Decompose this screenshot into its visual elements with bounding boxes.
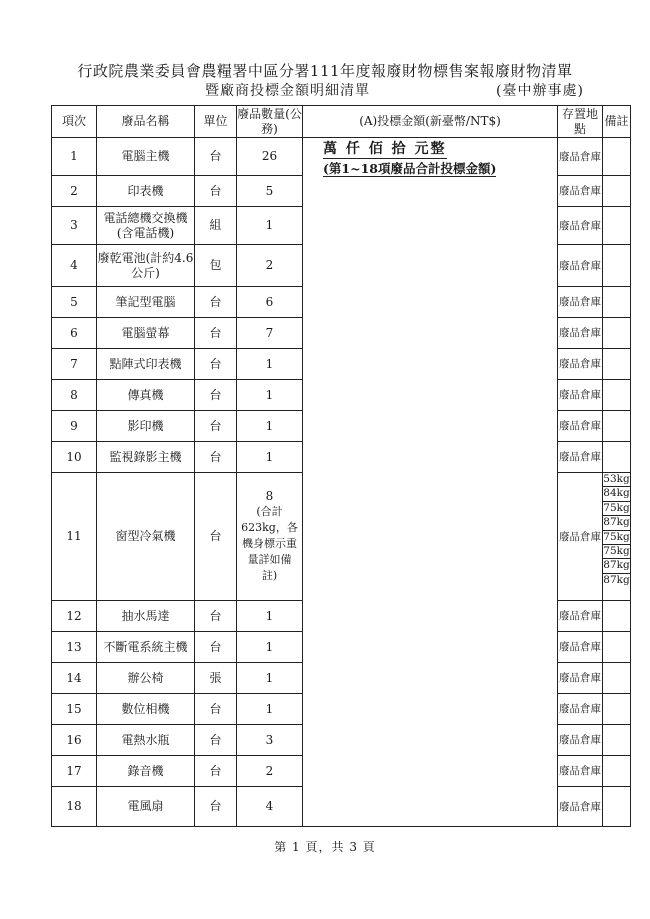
item-qty-value: 1 [265,356,274,371]
item-remark [603,411,631,442]
item-remark [603,442,631,473]
remark-weight: 75kg [603,502,630,516]
item-no: 6 [52,318,97,349]
item-location: 廢品倉庫 [558,442,603,473]
item-no: 15 [52,694,97,725]
item-location: 廢品倉庫 [558,349,603,380]
item-location: 廢品倉庫 [558,138,603,176]
item-name: 監視錄影主機 [97,442,195,473]
document-title: 行政院農業委員會農糧署中區分署111年度報廢財物標售案報廢財物清單 [77,62,573,80]
item-name: 影印機 [97,411,195,442]
item-unit: 台 [195,349,237,380]
bid-amount-cell[interactable] [303,138,558,827]
item-qty-value: 2 [265,763,274,778]
item-remark [603,245,631,287]
item-qty [237,207,303,245]
item-qty-value: 4 [265,799,274,813]
remark-weight: 87kg [603,559,630,573]
item-location: 廢品倉庫 [558,411,603,442]
item-no: 16 [52,725,97,756]
remark-weight: 75kg [603,531,630,545]
item-location: 廢品倉庫 [558,725,603,756]
item-location: 廢品倉庫 [558,787,603,827]
item-qty-value: 26 [261,149,278,163]
item-location: 廢品倉庫 [558,207,603,245]
item-qty [237,632,303,663]
item-qty-value: 1 [265,218,274,232]
item-qty [237,725,303,756]
item-location: 廢品倉庫 [558,380,603,411]
item-remark [603,380,631,411]
item-qty [237,138,303,176]
item-qty-value: 1 [265,701,274,716]
item-qty-value: 6 [265,294,274,309]
remark-weight: 75kg [603,545,630,559]
item-name: 印表機 [97,176,195,207]
item-name: 數位相機 [97,694,195,725]
item-no: 5 [52,287,97,318]
item-unit: 台 [195,694,237,725]
item-unit: 台 [195,176,237,207]
item-qty-note: (合計623kg，各機身標示重量詳如備註) [241,505,298,582]
item-remark [603,287,631,318]
item-unit: 台 [195,632,237,663]
remark-weight: 87kg [603,516,630,530]
header-bid: (A)投標金額(新臺幣/NT$) [303,106,558,138]
item-qty [237,411,303,442]
item-unit: 台 [195,318,237,349]
item-remark [603,787,631,827]
item-unit: 組 [195,207,237,245]
item-qty-value: 8 [265,489,274,503]
item-qty [237,694,303,725]
table-header-row [52,106,631,138]
item-remark [603,632,631,663]
item-no: 13 [52,632,97,663]
item-name: 辦公椅 [97,663,195,694]
item-qty-value: 1 [265,639,274,654]
header-name: 廢品名稱 [97,106,195,138]
item-name: 點陣式印表機 [97,349,195,380]
item-qty-value: 1 [265,418,274,433]
item-qty [237,349,303,380]
item-name: 電熱水瓶 [97,725,195,756]
item-location: 廢品倉庫 [558,756,603,787]
item-no: 12 [52,601,97,632]
item-qty [237,787,303,827]
item-name: 電話總機交換機(含電話機) [97,207,195,245]
item-no: 17 [52,756,97,787]
item-name: 傳真機 [97,380,195,411]
item-no: 11 [52,473,97,601]
item-no: 8 [52,380,97,411]
item-no: 14 [52,663,97,694]
item-unit: 台 [195,442,237,473]
item-remark [603,694,631,725]
item-remark [603,756,631,787]
item-remark [603,349,631,380]
header-remark: 備註 [603,106,631,138]
document-subtitle: 暨廠商投標金額明細清單 [205,83,370,99]
item-location: 廢品倉庫 [558,318,603,349]
item-qty [237,442,303,473]
item-name: 錄音機 [97,756,195,787]
scrap-items-table [51,105,631,827]
item-qty [237,473,303,601]
item-location: 廢品倉庫 [558,287,603,318]
item-no: 18 [52,787,97,827]
item-qty [237,176,303,207]
header-unit: 單位 [195,106,237,138]
item-qty-value: 7 [265,325,274,340]
item-unit: 台 [195,411,237,442]
item-location: 廢品倉庫 [558,694,603,725]
item-qty [237,318,303,349]
office-label: (臺中辦事處) [496,83,584,99]
item-unit: 台 [195,287,237,318]
item-remark [603,725,631,756]
item-location: 廢品倉庫 [558,663,603,694]
remark-weights [603,473,630,587]
item-no: 10 [52,442,97,473]
remark-weight: 84kg [603,487,630,501]
item-qty-value: 3 [265,732,274,747]
table-row [52,138,631,176]
header-qty: 廢品數量(公務) [237,106,302,136]
item-no: 3 [52,207,97,245]
item-remark [603,601,631,632]
table-body [52,138,631,827]
item-name: 電腦主機 [97,138,195,176]
item-unit: 台 [195,756,237,787]
item-remark [603,176,631,207]
item-remark [603,318,631,349]
page-number: 第 1 頁，共 3 頁 [274,840,376,854]
header-no: 項次 [52,106,97,138]
item-location: 廢品倉庫 [558,632,603,663]
item-location: 廢品倉庫 [558,245,603,287]
item-qty-value: 5 [265,183,274,198]
item-no: 7 [52,349,97,380]
item-qty [237,245,303,287]
item-name: 電風扇 [97,787,195,827]
item-location: 廢品倉庫 [558,473,603,601]
item-name: 抽水馬達 [97,601,195,632]
item-qty [237,601,303,632]
item-unit: 台 [195,473,237,601]
item-qty [237,380,303,411]
item-qty [237,756,303,787]
item-remark [603,663,631,694]
item-no: 2 [52,176,97,207]
item-qty-value: 2 [265,258,274,272]
item-name: 窗型冷氣機 [97,473,195,601]
item-unit: 台 [195,380,237,411]
item-qty-value: 1 [265,387,274,402]
item-remark [603,138,631,176]
item-name: 不斷電系統主機 [97,632,195,663]
bid-scope-line: (第1~18項廢品合計投標金額) [323,161,497,176]
remark-weight: 87kg [603,573,630,586]
item-unit: 包 [195,245,237,287]
item-unit: 台 [195,725,237,756]
item-qty-value: 1 [265,449,274,464]
item-qty-value: 1 [265,670,274,685]
item-qty [237,663,303,694]
item-qty-value: 1 [265,608,274,623]
item-name: 電腦螢幕 [97,318,195,349]
item-no: 4 [52,245,97,287]
remark-weight: 53kg [603,473,630,487]
item-unit: 台 [195,787,237,827]
item-location: 廢品倉庫 [558,176,603,207]
bid-amount-line: 萬 仟 佰 拾 元整 [323,141,447,157]
item-qty [237,287,303,318]
item-no: 1 [52,138,97,176]
item-no: 9 [52,411,97,442]
item-remark [603,473,631,601]
item-name: 廢乾電池(計約4.6公斤) [97,245,195,287]
item-unit: 台 [195,138,237,176]
item-location: 廢品倉庫 [558,601,603,632]
item-unit: 張 [195,663,237,694]
header-location: 存置地點 [558,106,603,138]
item-remark [603,207,631,245]
item-name: 筆記型電腦 [97,287,195,318]
item-unit: 台 [195,601,237,632]
